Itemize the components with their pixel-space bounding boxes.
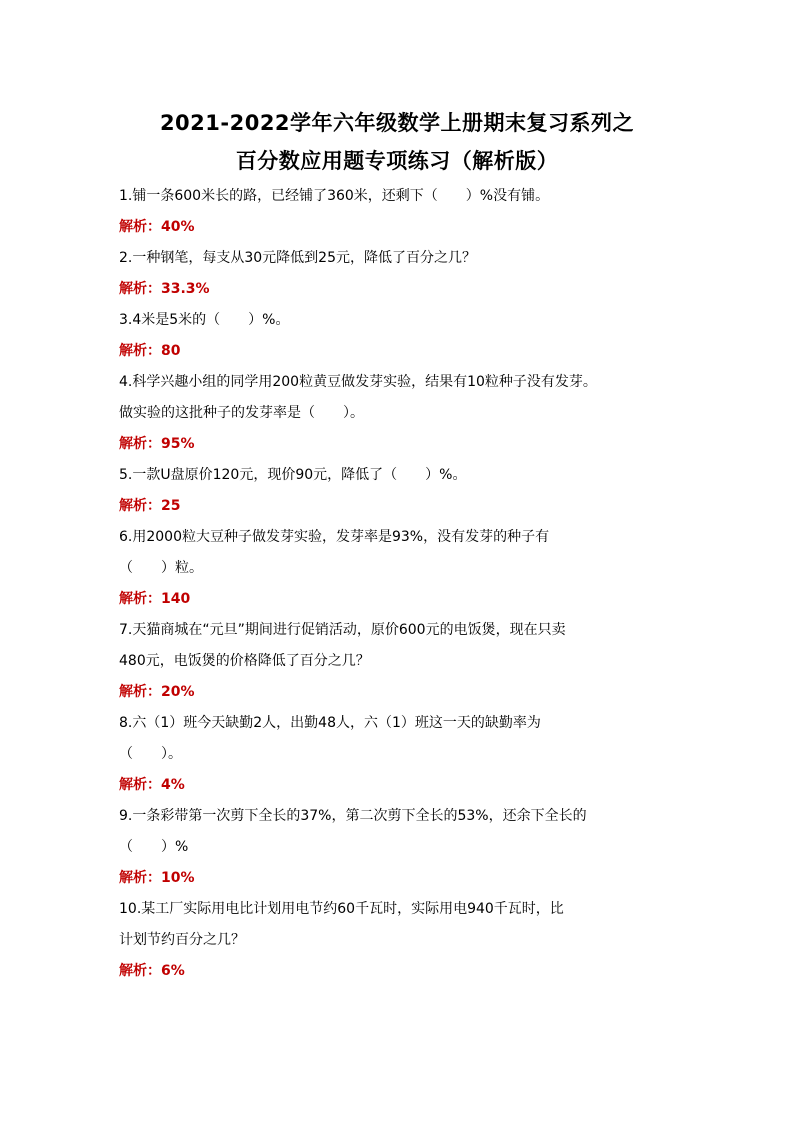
answer-4: 解析：95%: [119, 436, 195, 452]
question-5-line-1: 5.一款U盘原价120元，现价90元，降低了（ ）%。: [119, 467, 467, 483]
answer-1: 解析：40%: [119, 219, 195, 235]
document-title-line-1: 2021-2022学年六年级数学上册期末复习系列之: [159, 111, 635, 135]
question-6-line-1: 6.用2000粒大豆种子做发芽实验，发芽率是93%，没有发芽的种子有: [119, 529, 550, 545]
answer-8: 解析：4%: [119, 777, 185, 793]
question-3-line-1: 3.4米是5米的（ ）%。: [119, 312, 290, 328]
answer-2: 解析：33.3%: [119, 281, 210, 297]
answer-6: 解析：140: [119, 591, 191, 607]
question-4-line-2: 做实验的这批种子的发芽率是（ ）。: [119, 405, 364, 421]
question-7-line-2: 480元，电饭煲的价格降低了百分之几？: [119, 653, 370, 669]
question-6-line-2: （ ）粒。: [119, 560, 203, 576]
question-7-line-1: 7.天猫商城在“元旦”期间进行促销活动，原价600元的电饭煲，现在只卖: [119, 622, 566, 638]
question-9-line-1: 9.一条彩带第一次剪下全长的37%，第二次剪下全长的53%，还余下全长的: [119, 808, 587, 824]
answer-5: 解析：25: [119, 498, 181, 514]
question-4-line-1: 4.科学兴趣小组的同学用200粒黄豆做发芽实验，结果有10粒种子没有发芽。: [119, 374, 597, 390]
question-8-line-1: 8.六（1）班今天缺勤2人，出勤48人，六（1）班这一天的缺勤率为: [119, 715, 541, 731]
question-10-line-1: 10.某工厂实际用电比计划用电节约60千瓦时，实际用电940千瓦时，比: [119, 901, 564, 917]
answer-10: 解析：6%: [119, 963, 185, 979]
question-10-line-2: 计划节约百分之几？: [119, 932, 245, 948]
answer-7: 解析：20%: [119, 684, 195, 700]
document-title-line-2: 百分数应用题专项练习（解析版）: [235, 149, 559, 173]
answer-9: 解析：10%: [119, 870, 195, 886]
question-9-line-2: （ ）%: [119, 839, 189, 855]
question-8-line-2: （ ）。: [119, 746, 182, 762]
question-2-line-1: 2.一种钢笔，每支从30元降低到25元，降低了百分之几？: [119, 250, 476, 266]
question-1-line-1: 1.铺一条600米长的路，已经铺了360米，还剩下（ ）%没有铺。: [119, 188, 550, 204]
answer-3: 解析：80: [119, 343, 181, 359]
